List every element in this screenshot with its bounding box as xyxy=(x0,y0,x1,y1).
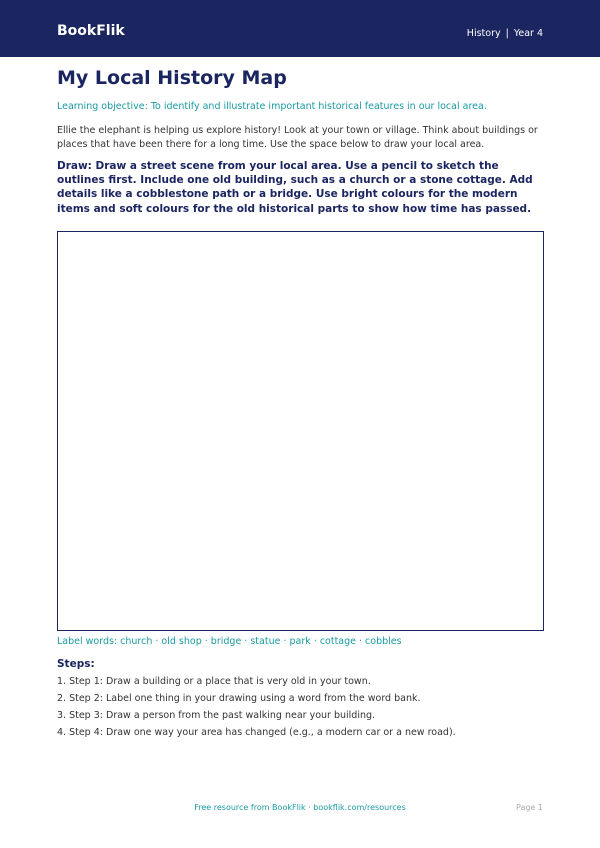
subject-label: History xyxy=(466,28,501,39)
step-item: 4. Step 4: Draw one way your area has changed (e.g., a modern car or a new road). xyxy=(57,727,456,738)
step-item: 1. Step 1: Draw a building or a place that is very old in your town. xyxy=(57,676,371,687)
meta-separator: | xyxy=(505,28,509,39)
steps-heading: Steps: xyxy=(57,658,95,670)
page-number: Page 1 xyxy=(516,803,543,812)
draw-instruction: Draw: Draw a street scene from your local area. Use a pencil to sketch the outlines first. Include one old building, such as a church or a stone cottage. Add details like a cobblestone path or a bridge. Use bright colours for the modern items and soft colours for the old historical parts to show how time has passed. xyxy=(57,160,533,215)
page-title: My Local History Map xyxy=(57,67,287,89)
brand-logo[interactable]: BookFlik xyxy=(57,23,125,39)
intro-text: Ellie the elephant is helping us explore history! Look at your town or village. Think about buildings or places that have been there for a long time. Use the space below to draw your local area. xyxy=(57,125,538,150)
step-item: 2. Step 2: Label one thing in your drawing using a word from the word bank. xyxy=(57,693,421,704)
step-item: 3. Step 3: Draw a person from the past walking near your building. xyxy=(57,710,376,721)
steps-list xyxy=(57,675,547,743)
header-meta xyxy=(467,27,543,41)
year-label: Year 4 xyxy=(513,28,543,39)
drawing-area[interactable] xyxy=(57,231,544,631)
learning-objective: Learning objective: To identify and illustrate important historical features in our local area. xyxy=(57,101,487,112)
footer-resource-link[interactable]: Free resource from BookFlik · bookflik.com/resources xyxy=(194,803,406,812)
word-bank: Label words: church · old shop · bridge · statue · park · cottage · cobbles xyxy=(57,636,402,647)
page-header xyxy=(0,0,600,57)
